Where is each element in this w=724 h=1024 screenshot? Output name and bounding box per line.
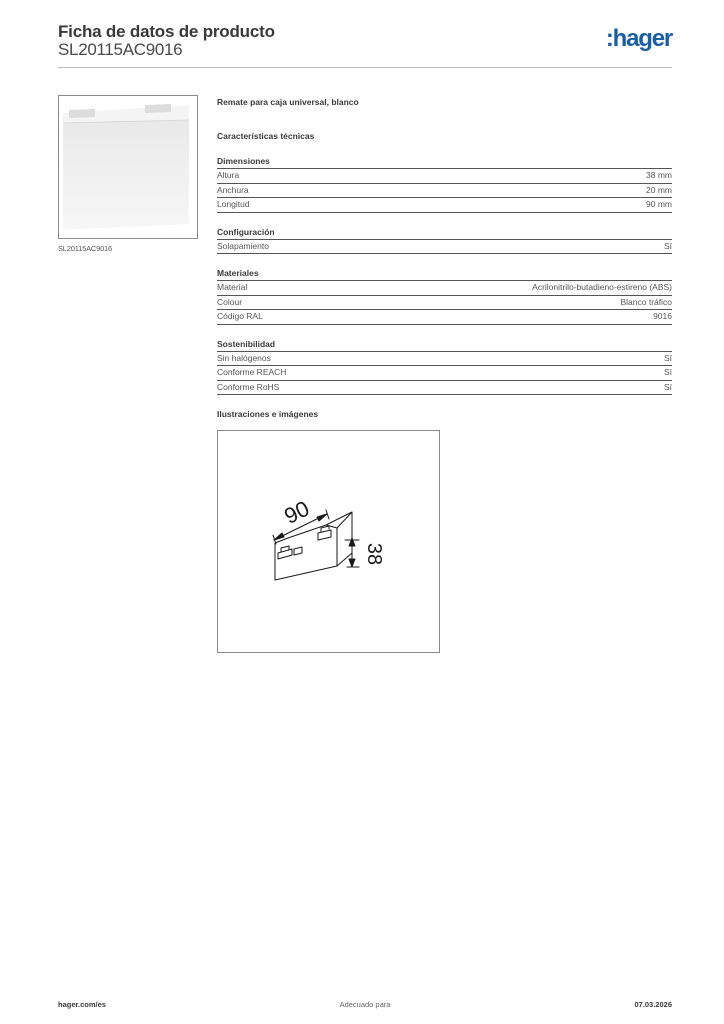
spec-row [217, 310, 672, 325]
spec-value: 38 mm [646, 170, 672, 180]
group-title: Sostenibilidad [217, 338, 672, 352]
page-header [58, 20, 672, 68]
dimension-drawing [217, 430, 440, 653]
spec-value: 20 mm [646, 184, 672, 195]
spec-label: Sin halógenos [217, 352, 271, 363]
group-materials [217, 267, 672, 325]
product-reference: SL20115AC9016 [58, 40, 183, 59]
spec-label: Anchura [217, 184, 249, 195]
product-photo [58, 95, 198, 239]
length-dimension-label: 90 [280, 495, 314, 529]
spec-value: 90 mm [646, 199, 672, 209]
tech-characteristics-heading: Características técnicas [217, 131, 315, 141]
spec-label: Conforme REACH [217, 367, 287, 377]
spec-label: Altura [217, 170, 240, 180]
spec-content [217, 96, 672, 420]
spec-row [217, 184, 672, 199]
spec-value: Blanco tráfico [620, 296, 672, 307]
spec-row [217, 169, 672, 184]
spec-label: Conforme RoHS [217, 381, 280, 392]
group-sustainability [217, 338, 672, 396]
spec-row [217, 198, 672, 213]
spec-row [217, 352, 672, 367]
spec-row [217, 281, 672, 296]
page-footer [58, 1000, 672, 1012]
spec-value: Sí [663, 367, 672, 377]
group-title: Dimensiones [217, 155, 672, 169]
group-dimensions [217, 155, 672, 213]
spec-value: Sí [663, 381, 672, 392]
spec-row [217, 381, 672, 396]
document-title: Ficha de datos de producto [58, 22, 275, 41]
group-configuration [217, 226, 672, 255]
footer-date: 07.03.2026 [634, 1000, 672, 1009]
website-link[interactable]: hager.com/es [58, 1000, 106, 1009]
spec-value: Sí [663, 240, 672, 251]
footer-suitable-for: Adecuado para [339, 1000, 391, 1009]
spec-label: Material [217, 282, 248, 292]
spec-row [217, 240, 672, 255]
spec-value: Acrilonitrilo-butadieno-estireno (ABS) [532, 282, 672, 292]
spec-label: Longitud [217, 199, 250, 209]
group-title: Materiales [217, 267, 672, 281]
spec-label: Código RAL [217, 311, 263, 321]
height-dimension-label: 38 [363, 542, 385, 566]
group-title: Configuración [217, 226, 672, 240]
spec-label: Solapamiento [217, 240, 269, 251]
spec-row [217, 296, 672, 311]
spec-row [217, 366, 672, 381]
hager-logo: :hager [605, 25, 672, 52]
photo-caption: SL20115AC9016 [58, 244, 112, 253]
technical-drawing [218, 431, 439, 652]
product-photo-image [59, 96, 197, 238]
illustrations-heading: Ilustraciones e imágenes [217, 409, 319, 419]
spec-label: Colour [217, 296, 243, 307]
product-description: Remate para caja universal, blanco [217, 97, 359, 107]
spec-value: 9016 [653, 311, 672, 321]
spec-value: Sí [663, 352, 672, 363]
header-divider [58, 67, 672, 68]
